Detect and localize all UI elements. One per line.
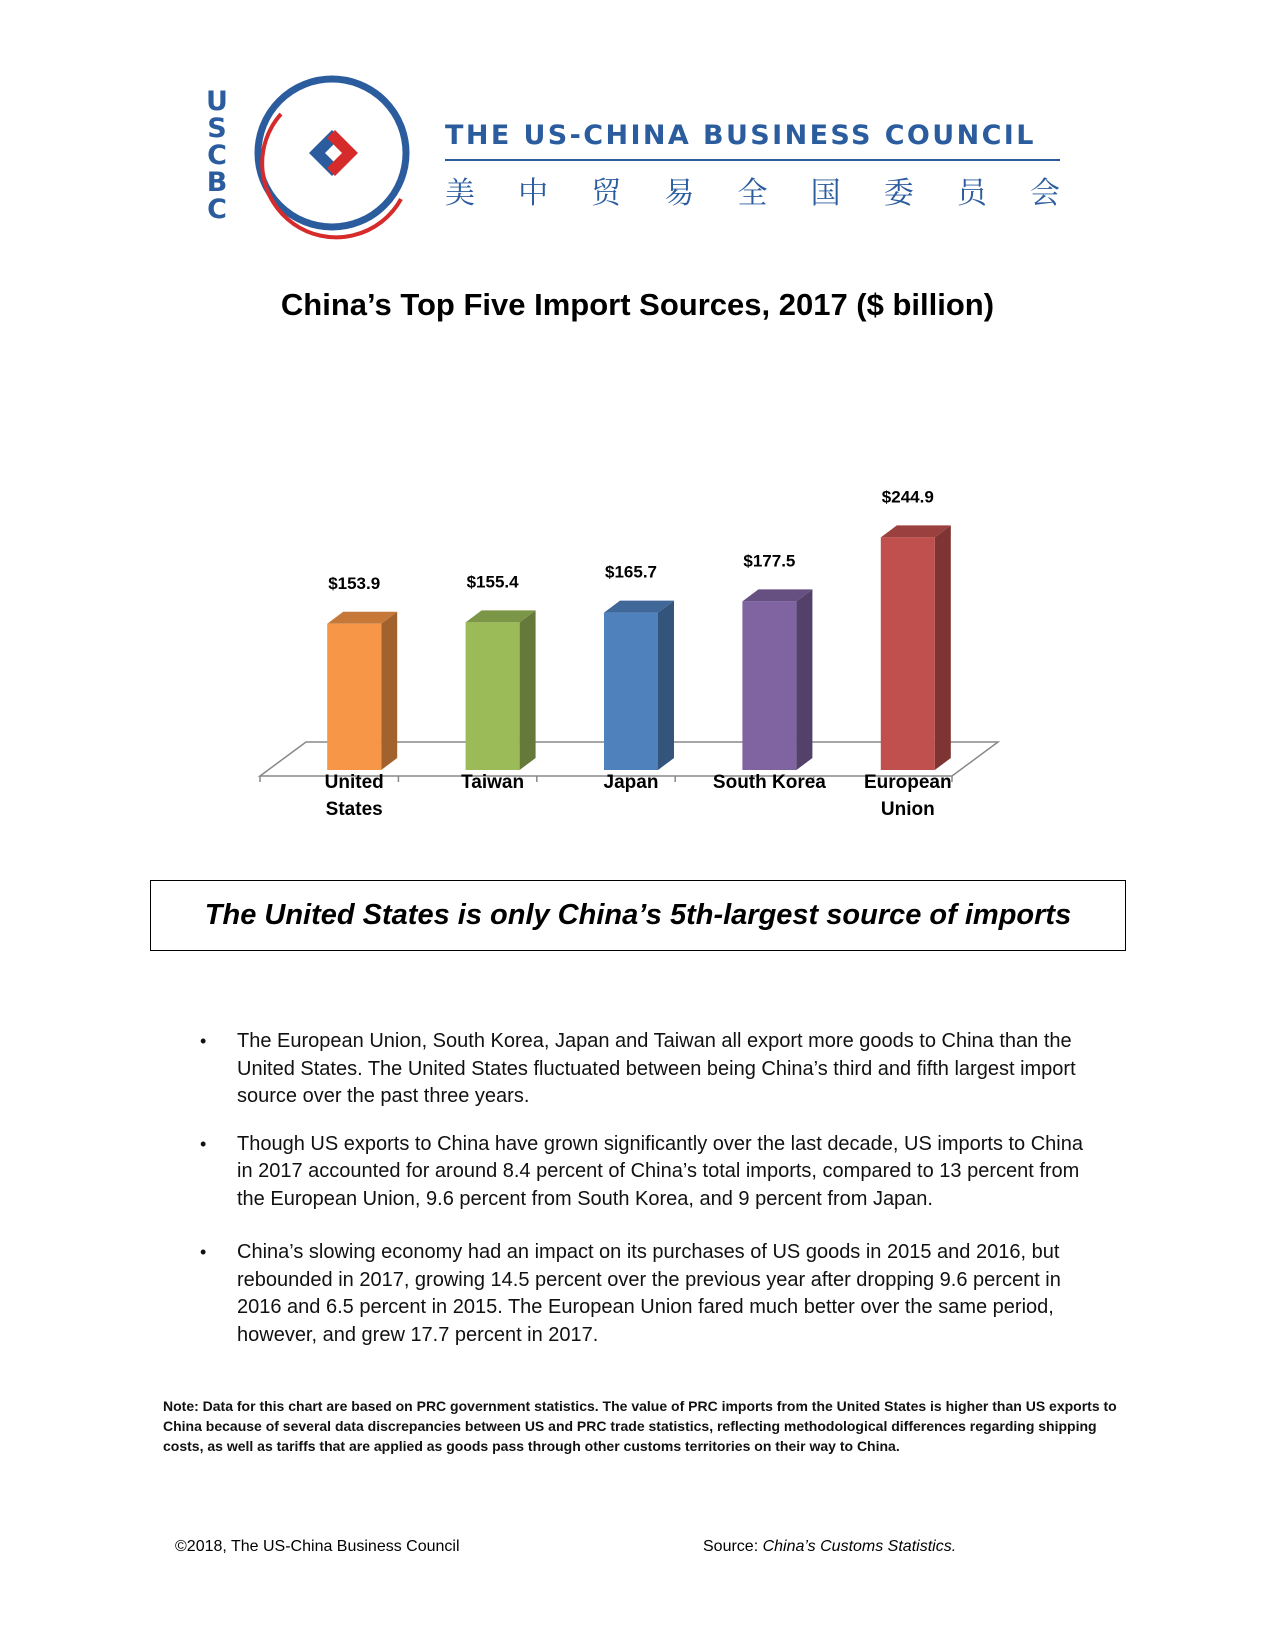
org-zh-char: 会 [1030, 176, 1060, 211]
data-label: $177.5 [743, 551, 796, 571]
org-zh-char: 易 [664, 176, 695, 211]
bullet-icon: • [200, 1242, 207, 1262]
org-name-english: THE US-CHINA BUSINESS COUNCIL [445, 120, 1036, 151]
copyright: ©2018, The US-China Business Council [175, 1538, 460, 1555]
bar-chart [0, 340, 1275, 850]
org-zh-char: 全 [737, 176, 768, 211]
x-tick-label: European [863, 772, 952, 793]
source-label: Source: [703, 1538, 763, 1555]
bullet-icon: • [200, 1133, 207, 1154]
uscbc-logo-icon [195, 70, 1075, 240]
logo-letter: U [206, 86, 228, 117]
x-tick-label: States [325, 799, 383, 820]
logo-letter: B [206, 167, 228, 198]
list-item [200, 1028, 1100, 1111]
bar-side [520, 610, 536, 770]
bar-side [658, 601, 674, 770]
bullet-icon: • [200, 1031, 207, 1051]
x-tick-label: Union [880, 799, 935, 820]
callout-text: The United States is only China’s 5th-largest source of imports [204, 899, 1072, 931]
x-tick-label: Taiwan [461, 772, 525, 793]
x-tick-label: Japan [603, 772, 659, 793]
org-zh-char: 委 [883, 176, 914, 211]
bullet-list [200, 1028, 1100, 1349]
bar [327, 624, 381, 770]
data-label: $153.9 [328, 573, 381, 593]
org-divider [445, 159, 1060, 161]
bullet-text: Though US exports to China have grown significantly over the last decade, US imports to China in 2017 accounted for around 8.4 percent of China’s total imports, compared to 13 percent from the European Union, 9.6 percent from South Korea, and 9 percent from Japan. [237, 1132, 1083, 1210]
org-zh-char: 员 [956, 176, 987, 211]
bar [881, 537, 935, 770]
logo-letter: C [207, 140, 227, 171]
source-line [703, 1538, 956, 1556]
data-label: $165.7 [605, 562, 657, 582]
data-label: $244.9 [881, 487, 934, 507]
logo-letter: S [207, 113, 227, 144]
source-text: China’s Customs Statistics. [762, 1538, 957, 1555]
bar-side [935, 525, 951, 770]
org-zh-char: 贸 [591, 176, 622, 211]
x-tick-label: United [324, 772, 384, 793]
logo-letter: C [207, 194, 227, 225]
bar [466, 622, 520, 770]
chart-title: China’s Top Five Import Sources, 2017 ($ billion) [280, 287, 995, 322]
footnote: Note: Data for this chart are based on PRC government statistics. The value of PRC imports from the United States is higher than US exports to China because of several data discrepancies between US and PRC trade statistics, reflecting methodological differences regarding shipping costs, as well as tariffs that are applied as goods pass through other customs territories on their way to China. [163, 1398, 1117, 1454]
data-label: $155.4 [466, 572, 519, 592]
bar-side [796, 589, 812, 770]
bullet-text: The European Union, South Korea, Japan and Taiwan all export more goods to China than the United States. The United States fluctuated between being China’s third and fifth largest import source over the past three years. [237, 1030, 1076, 1107]
x-tick-label: South Korea [712, 772, 826, 793]
list-item [200, 1239, 1100, 1349]
bar [742, 601, 796, 770]
bullet-text: China’s slowing economy had an impact on its purchases of US goods in 2015 and 2016, but rebounded in 2017, growing 14.5 percent over the previous year after dropping 9.6 percent in 2016 and 6.5 percent in 2015. The European Union fared much better over the same period, however, and grew 17.7 percent in 2017. [237, 1241, 1061, 1346]
bar [604, 613, 658, 770]
callout-box [150, 880, 1126, 951]
org-name-chinese [445, 168, 1060, 212]
org-zh-char: 中 [518, 176, 549, 211]
org-zh-char: 国 [810, 176, 841, 211]
org-zh-char: 美 [445, 176, 475, 211]
bar-side [381, 612, 397, 770]
list-item [200, 1131, 1100, 1214]
